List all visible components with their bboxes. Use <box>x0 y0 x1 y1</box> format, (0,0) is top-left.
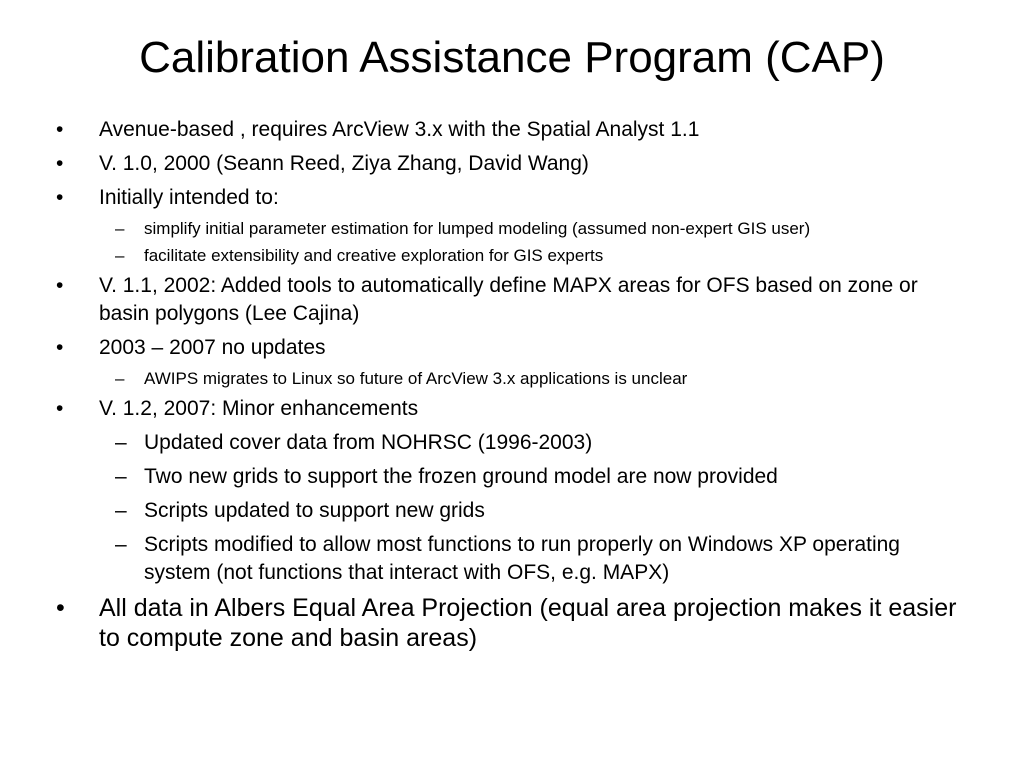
sub-item-text: Scripts updated to support new grids <box>144 499 485 522</box>
sub-item-text: Two new grids to support the frozen ground model are now provided <box>144 465 778 488</box>
sub-item-text: simplify initial parameter estimation for lumped modeling (assumed non-expert GIS user) <box>144 219 811 238</box>
sub-item-text: Updated cover data from NOHRSC (1996-2003) <box>144 431 593 454</box>
bullet-text: Avenue-based , requires ArcView 3.x with the Spatial Analyst 1.1 <box>99 118 700 141</box>
bullet-list <box>56 116 966 659</box>
bullet-text: All data in Albers Equal Area Projection (equal area projection makes it easier to compute zone and basin areas) <box>99 594 957 652</box>
sub-item <box>56 531 966 587</box>
dash-icon: – <box>115 219 125 238</box>
bullet-icon: • <box>56 336 64 359</box>
sub-list <box>56 429 966 587</box>
bullet-text: V. 1.1, 2002: Added tools to automatically define MAPX areas for OFS based on zone or basin polygons (Lee Cajina) <box>99 274 918 325</box>
bullet-icon: • <box>56 152 64 175</box>
dash-icon: – <box>115 533 127 556</box>
bullet-item <box>56 593 966 653</box>
dash-icon: – <box>115 369 125 388</box>
sub-item <box>56 463 966 491</box>
dash-icon: – <box>115 431 127 454</box>
sub-item <box>56 497 966 525</box>
bullet-item <box>56 150 966 178</box>
sub-item-text: facilitate extensibility and creative exploration for GIS experts <box>144 246 604 265</box>
dash-icon: – <box>115 499 127 522</box>
bullet-icon: • <box>56 594 65 622</box>
sub-list <box>56 368 966 389</box>
bullet-item <box>56 334 966 362</box>
sub-item <box>56 245 966 266</box>
dash-icon: – <box>115 246 125 265</box>
slide-title: Calibration Assistance Program (CAP) <box>139 33 885 82</box>
bullet-item <box>56 184 966 212</box>
sub-item <box>56 368 966 389</box>
bullet-item <box>56 395 966 423</box>
bullet-icon: • <box>56 118 64 141</box>
bullet-icon: • <box>56 397 64 420</box>
bullet-icon: • <box>56 186 64 209</box>
sub-item-text: Scripts modified to allow most functions to run properly on Windows XP operating system (not functions that interact with OFS, e.g. MAPX) <box>144 533 900 584</box>
sub-item <box>56 218 966 239</box>
sub-item-text: AWIPS migrates to Linux so future of ArcView 3.x applications is unclear <box>144 369 688 388</box>
dash-icon: – <box>115 465 127 488</box>
bullet-item <box>56 116 966 144</box>
bullet-text: Initially intended to: <box>99 186 279 209</box>
sub-list <box>56 218 966 266</box>
sub-item <box>56 429 966 457</box>
bullet-item <box>56 272 966 328</box>
bullet-text: V. 1.2, 2007: Minor enhancements <box>99 397 419 420</box>
bullet-text: V. 1.0, 2000 (Seann Reed, Ziya Zhang, David Wang) <box>99 152 589 175</box>
bullet-text: 2003 – 2007 no updates <box>99 336 326 359</box>
bullet-icon: • <box>56 274 64 297</box>
